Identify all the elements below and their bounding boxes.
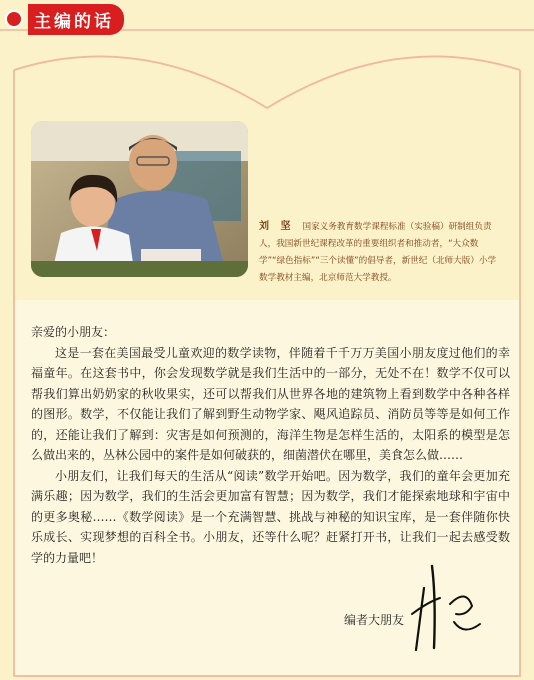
header-dot-icon <box>5 10 23 28</box>
letter-paragraph-2: 小朋友们，让我们每天的生活从“阅读”数学开始吧。因为数学，我们的童年会更加充满乐趣；因为数学，我们的生活会更加富有智慧；因为数学，我们才能探索地球和宇宙中的更多奥秘……《数学阅读》是一个充满智慧、挑战与神秘的知识宝库，是一套伴随你快乐成长、实现梦想的百科全书。小朋友，还等什么呢？赶紧打开书，让我们一起去感受数学的力量吧！ <box>31 468 510 565</box>
section-header <box>0 4 138 34</box>
letter-body <box>31 322 510 568</box>
author-bio <box>259 218 504 287</box>
author-bio-text: 国家义务教育数学课程标准（实验稿）研制组负责人，我国新世纪课程改革的重要组织者和推动者，“大众数学”“绿色指标”“三个读懂”的倡导者，新世纪（北师大版）小学数学教材主编，北京师范大学教授。 <box>259 222 497 283</box>
author-name: 刘 坚 <box>259 221 295 232</box>
handwritten-signature <box>410 558 490 658</box>
letter-paragraph-1: 这是一套在美国最受儿童欢迎的数学读物，伴随着千千万万美国小朋友度过他们的幸福童年。在这套书中，你会发现数学就是我们生活中的一部分，无处不在！数学不仅可以帮我们算出奶奶家的秋收果实，还可以帮我们从世界各地的建筑物上看到数学中各种各样的图形。数学，不仅能让我们了解到野生动物学家、飓风追踪员、消防员等等是如何工作的，还能让我们了解到：灾害是如何预测的，海洋生物是怎样生活的，太阳系的模型是怎么做出来的，丛林公园中的案件是如何破获的，细菌潜伏在哪里，美食怎么做…… <box>31 345 510 462</box>
page-title: 主编的话 <box>28 4 124 35</box>
letter-signoff: 编者大朋友 <box>344 613 405 627</box>
letter-greeting: 亲爱的小朋友： <box>31 325 116 339</box>
author-photo <box>31 121 248 277</box>
